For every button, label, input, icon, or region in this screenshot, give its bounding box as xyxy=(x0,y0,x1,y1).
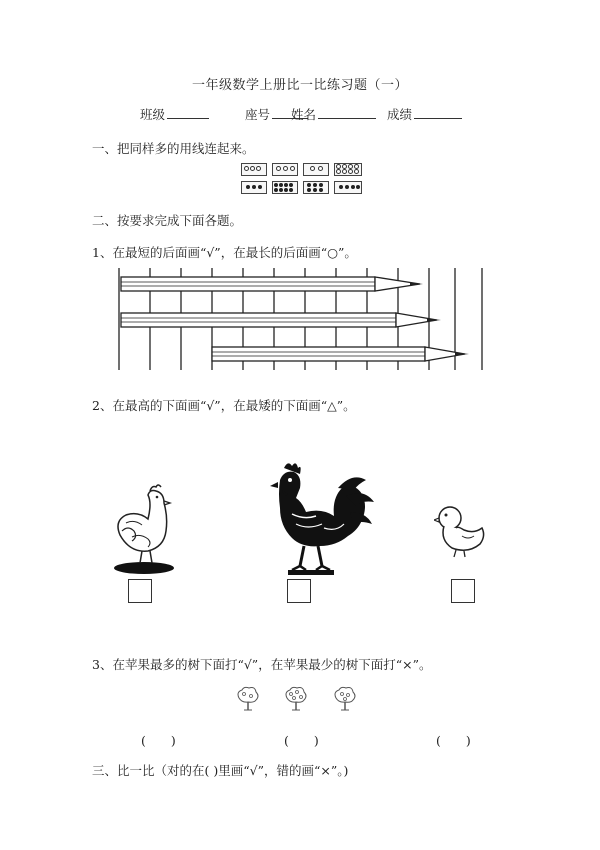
name-blank[interactable] xyxy=(318,106,376,119)
chick-icon xyxy=(434,500,490,560)
section3-heading: 三、比一比（对的在( )里画“√”，错的画“×”。) xyxy=(92,763,349,778)
class-field[interactable] xyxy=(140,105,209,123)
match-card-top-3[interactable] xyxy=(303,163,329,176)
pencil-grid xyxy=(105,266,490,372)
answer-box-hen[interactable] xyxy=(128,579,152,603)
answer-paren-tree-2[interactable]: ( ) xyxy=(284,733,319,748)
answer-paren-tree-3[interactable]: ( ) xyxy=(436,733,471,748)
pencil-icon xyxy=(121,277,423,291)
match-card-bottom-3[interactable] xyxy=(303,181,329,194)
match-card-top-2[interactable] xyxy=(272,163,298,176)
pencil-icon xyxy=(212,347,469,361)
match-card-bottom-4[interactable] xyxy=(334,181,362,194)
score-blank[interactable] xyxy=(414,106,462,119)
question-1: 1、在最短的后面画“√”，在最长的后面画“○”。 xyxy=(92,245,357,260)
class-blank[interactable] xyxy=(167,106,209,119)
pencil-icon xyxy=(121,313,441,327)
question-3: 3、在苹果最多的树下面打“√”，在苹果最少的树下面打“×”。 xyxy=(92,657,432,672)
tree-icon xyxy=(236,686,260,712)
hen-icon xyxy=(108,483,180,575)
question-2: 2、在最高的下面画“√”，在最矮的下面画“△”。 xyxy=(92,398,356,413)
tree-icon xyxy=(333,686,357,712)
name-field[interactable] xyxy=(291,105,376,123)
class-label: 班级 xyxy=(140,107,166,122)
match-card-bottom-1[interactable] xyxy=(241,181,267,194)
score-label: 成绩 xyxy=(387,107,413,122)
answer-paren-tree-1[interactable]: ( ) xyxy=(141,733,176,748)
match-card-top-1[interactable] xyxy=(241,163,267,176)
page-title: 一年级数学上册比一比练习题（一） xyxy=(191,78,408,93)
rooster-icon xyxy=(262,458,380,578)
answer-box-chick[interactable] xyxy=(451,579,475,603)
section2-heading: 二、按要求完成下面各题。 xyxy=(92,213,243,228)
section1-heading: 一、把同样多的用线连起来。 xyxy=(92,141,255,156)
score-field[interactable] xyxy=(387,105,462,123)
answer-box-rooster[interactable] xyxy=(287,579,311,603)
match-card-top-4[interactable] xyxy=(334,163,362,176)
name-label: 姓名 xyxy=(291,107,317,122)
tree-icon xyxy=(284,686,308,712)
seat-label: 座号 xyxy=(245,107,271,122)
match-card-bottom-2[interactable] xyxy=(272,181,298,194)
